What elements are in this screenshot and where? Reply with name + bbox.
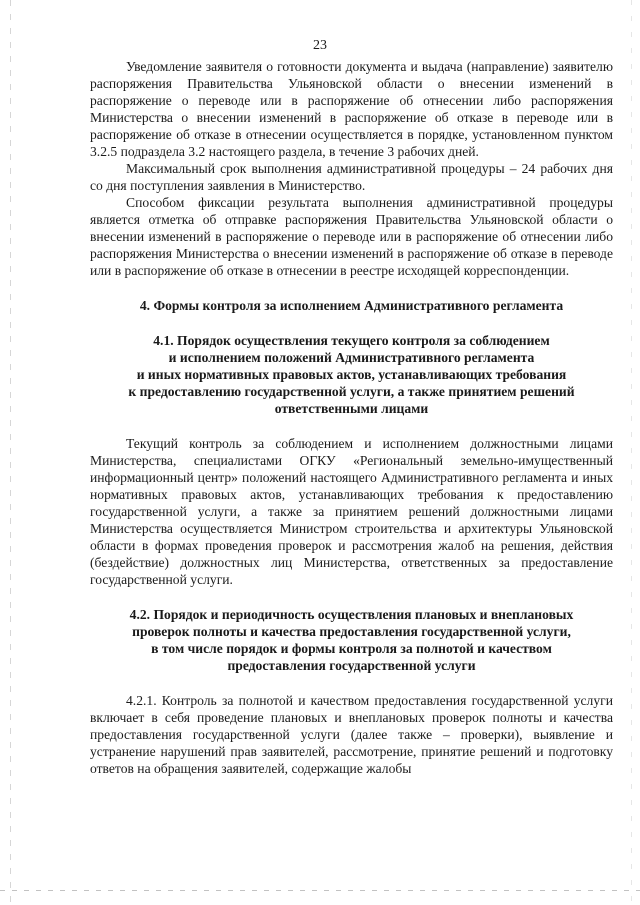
page-number: 23: [313, 38, 327, 53]
paragraph-fixation-method: Способом фиксации результата выполнения административной процедуры является отметка об отправке распоряжения Правительства Ульяновской области о внесении изменений в распоряжение о переводе или в распоряжение об отнесении либо распоряжения Министерства о внесении изменений в распоряжение об отказе в переводе или в распоряжение об отказе в отнесении в реестре исходящей корреспонденции.: [90, 195, 613, 278]
heading-line: 4. Формы контроля за исполнением Административного регламента: [139, 298, 564, 313]
heading-line: к предоставлению государственной услуги, а также принятием решений: [128, 384, 575, 399]
heading-line: 4.2. Порядок и периодичность осуществления плановых и внеплановых: [129, 607, 574, 622]
heading-line: ответственными лицами: [274, 401, 429, 416]
heading-line: и иных нормативных правовых актов, устанавливающих требования: [136, 367, 567, 382]
heading-line: 4.1. Порядок осуществления текущего контроля за соблюдением: [153, 333, 550, 348]
heading-line: предоставления государственной услуги: [227, 658, 476, 673]
paragraph-4-2-1: 4.2.1. Контроль за полнотой и качеством предоставления государственной услуги включает в себя проведение плановых и внеплановых проверок полноты и качества предоставления государственной услуги (далее также – проверки), выявление и устранение нарушений прав заявителей, рассмотрение, принятие решений и подготовку ответов на обращения заявителей, содержащие жалобы: [90, 693, 613, 776]
paragraph-current-control: Текущий контроль за соблюдением и исполнением должностными лицами Министерства, специалистами ОГКУ «Региональный земельно-имущественный информационный центр» положений настоящего Административного регламента и иных нормативных правовых актов, устанавливающих требования к предоставлению государственной услуги, а также за принятием решений должностными лицами Министерства осуществляется Министром строительства и архитектуры Ульяновской области в формах проведения проверок и рассмотрения жалоб на решения, действия (бездействие) должностных лиц Министерства, ответственных за предоставление государственной услуги.: [90, 436, 613, 587]
document-body: [90, 58, 613, 777]
scan-edge-left: [10, 0, 11, 905]
section-heading-4: [90, 297, 613, 314]
paragraph-notification: Уведомление заявителя о готовности документа и выдача (направление) заявителю распоряжения Правительства Ульяновской области о внесении изменений в распоряжение о переводе или в распоряжение об отнесении либо распоряжения Министерства о внесении изменений в распоряжение об отказе в переводе или в распоряжение об отказе в отнесении осуществляется в порядке, установленном пунктом 3.2.5 подраздела 3.2 настоящего раздела, в течение 3 рабочих дней.: [90, 59, 613, 159]
heading-line: проверок полноты и качества предоставления государственной услуги,: [132, 624, 571, 639]
heading-line: в том числе порядок и формы контроля за полнотой и качеством: [151, 641, 552, 656]
heading-line: и исполнением положений Административного регламента: [168, 350, 535, 365]
paragraph-max-term: Максимальный срок выполнения административной процедуры – 24 рабочих дня со дня поступления заявления в Министерство.: [90, 161, 613, 193]
subsection-heading-4-1: [90, 332, 613, 417]
subsection-heading-4-2: [90, 606, 613, 674]
scan-edge-bottom: [0, 890, 640, 891]
scan-edge-right: [631, 0, 632, 905]
